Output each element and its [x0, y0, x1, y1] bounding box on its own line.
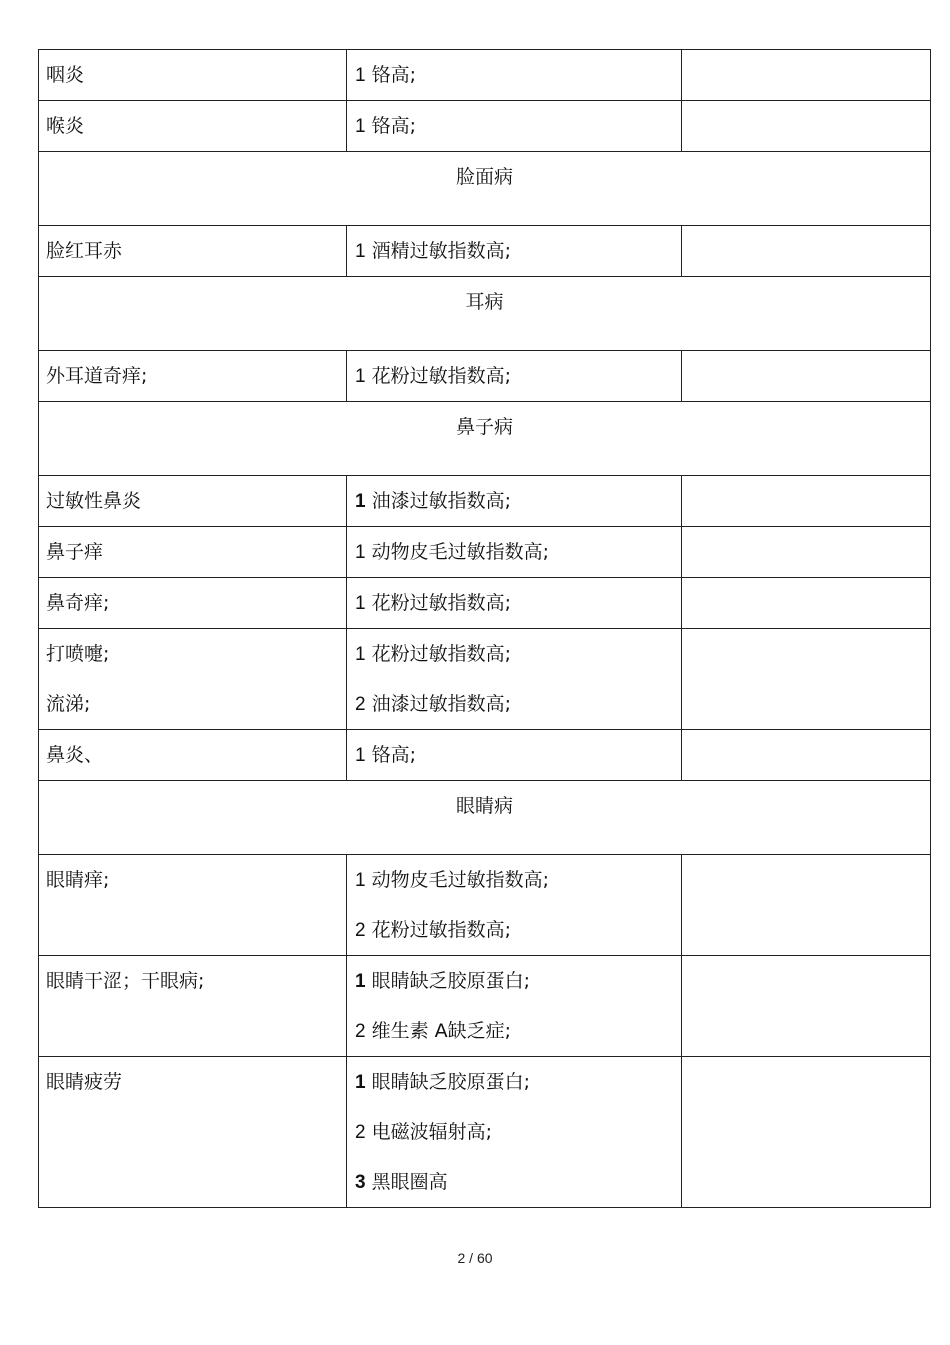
symptom-cell [39, 527, 347, 578]
symptom-text: 过敏性鼻炎 [46, 490, 142, 512]
cause-text: 电磁波辐射高; [371, 1121, 492, 1143]
table-row [39, 629, 931, 730]
table-row [39, 101, 931, 152]
cause-text: 花粉过敏指数高; [371, 919, 511, 941]
cause-cell [347, 578, 682, 629]
cause-number: 2 [355, 694, 366, 715]
cause-item [355, 578, 681, 628]
notes-cell [682, 855, 931, 956]
cause-item [355, 1107, 681, 1157]
symptom-text: 打喷嚏; [46, 643, 110, 665]
symptom-cell [39, 956, 347, 1057]
notes-cell [682, 226, 931, 277]
table-row [39, 956, 931, 1057]
table-row [39, 855, 931, 956]
cause-cell [347, 629, 682, 730]
section-header-row [39, 781, 931, 855]
cause-text: 花粉过敏指数高; [371, 592, 511, 614]
symptom-cell [39, 629, 347, 730]
symptom-text: 外耳道奇痒; [46, 365, 148, 387]
cause-number: 1 [355, 745, 366, 766]
cause-number: 1 [355, 870, 366, 891]
symptom-text: 咽炎 [46, 64, 85, 86]
cause-number: 2 [355, 920, 366, 941]
symptom-cell [39, 226, 347, 277]
section-header-row [39, 277, 931, 351]
table-row [39, 527, 931, 578]
table-row [39, 578, 931, 629]
symptom-cell [39, 730, 347, 781]
cause-cell [347, 855, 682, 956]
cause-item [355, 956, 681, 1006]
cause-number: 1 [355, 366, 366, 387]
cause-cell [347, 527, 682, 578]
cause-cell [347, 351, 682, 402]
cause-text: 铬高; [371, 115, 416, 137]
symptom-cell [39, 476, 347, 527]
notes-cell [682, 351, 931, 402]
cause-item [355, 351, 681, 401]
symptom-text: 鼻子痒 [46, 541, 104, 563]
page-number: 2 / 60 [457, 1250, 493, 1266]
cause-text: 黑眼圈高 [371, 1171, 448, 1193]
symptom-text: 喉炎 [46, 115, 85, 137]
symptom-cell [39, 101, 347, 152]
cause-item [355, 50, 681, 100]
section-title: 鼻子病 [39, 402, 931, 476]
table-row [39, 1057, 931, 1208]
cause-cell [347, 956, 682, 1057]
symptom-cell [39, 578, 347, 629]
cause-text: 眼睛缺乏胶原蛋白; [371, 1071, 530, 1093]
cause-text: 眼睛缺乏胶原蛋白; [371, 970, 530, 992]
notes-cell [682, 629, 931, 730]
cause-text: 花粉过敏指数高; [371, 643, 511, 665]
cause-number: 1 [355, 542, 366, 563]
section-title: 脸面病 [39, 152, 931, 226]
notes-cell [682, 956, 931, 1057]
notes-cell [682, 527, 931, 578]
symptom-text: 眼睛痒; [46, 869, 110, 891]
cause-text: 动物皮毛过敏指数高; [371, 541, 549, 563]
symptom-cell [39, 351, 347, 402]
cause-number: 1 [355, 1072, 366, 1093]
section-header-row [39, 402, 931, 476]
cause-text: 花粉过敏指数高; [371, 365, 511, 387]
symptom-text: 眼睛干涩；干眼病; [46, 970, 205, 992]
cause-number: 3 [355, 1172, 366, 1193]
symptom-text: 鼻炎、 [46, 744, 104, 766]
symptom-cell [39, 1057, 347, 1208]
cause-item [355, 679, 681, 729]
table-row [39, 351, 931, 402]
cause-cell [347, 101, 682, 152]
notes-cell [682, 50, 931, 101]
notes-cell [682, 101, 931, 152]
cause-number: 1 [355, 491, 366, 512]
cause-number: 2 [355, 1122, 366, 1143]
cause-number: 2 [355, 1021, 366, 1042]
cause-number: 1 [355, 644, 366, 665]
cause-cell [347, 1057, 682, 1208]
cause-item [355, 905, 681, 955]
table-row [39, 226, 931, 277]
cause-text: 油漆过敏指数高; [371, 693, 511, 715]
cause-cell [347, 50, 682, 101]
cause-text: 动物皮毛过敏指数高; [371, 869, 549, 891]
symptom-table [38, 49, 931, 1208]
notes-cell [682, 578, 931, 629]
cause-number: 1 [355, 593, 366, 614]
cause-item [355, 226, 681, 276]
cause-item [355, 1157, 681, 1207]
cause-cell [347, 730, 682, 781]
cause-text: 酒精过敏指数高; [371, 240, 511, 262]
symptom-table-body [39, 50, 931, 1208]
cause-text: 铬高; [371, 744, 416, 766]
table-row [39, 476, 931, 527]
symptom-text: 鼻奇痒; [46, 592, 110, 614]
section-title: 耳病 [39, 277, 931, 351]
cause-item [355, 629, 681, 679]
cause-number: 1 [355, 116, 366, 137]
cause-item [355, 1006, 681, 1056]
section-title: 眼睛病 [39, 781, 931, 855]
cause-item [355, 730, 681, 780]
symptom-text: 脸红耳赤 [46, 240, 123, 262]
cause-item [355, 855, 681, 905]
cause-item [355, 476, 681, 526]
notes-cell [682, 476, 931, 527]
notes-cell [682, 1057, 931, 1208]
cause-text: 油漆过敏指数高; [371, 490, 511, 512]
section-header-row [39, 152, 931, 226]
symptom-cell [39, 50, 347, 101]
cause-number: 1 [355, 971, 366, 992]
symptom-cell [39, 855, 347, 956]
cause-item [355, 1057, 681, 1107]
table-row [39, 730, 931, 781]
cause-text: 铬高; [371, 64, 416, 86]
cause-item [355, 527, 681, 577]
cause-text: 维生素 A缺乏症; [371, 1020, 512, 1042]
cause-item [355, 101, 681, 151]
cause-number: 1 [355, 241, 366, 262]
notes-cell [682, 730, 931, 781]
cause-cell [347, 226, 682, 277]
cause-cell [347, 476, 682, 527]
symptom-text: 眼睛疲劳 [46, 1071, 123, 1093]
symptom-text: 流涕; [46, 693, 91, 715]
cause-number: 1 [355, 65, 366, 86]
table-row [39, 50, 931, 101]
